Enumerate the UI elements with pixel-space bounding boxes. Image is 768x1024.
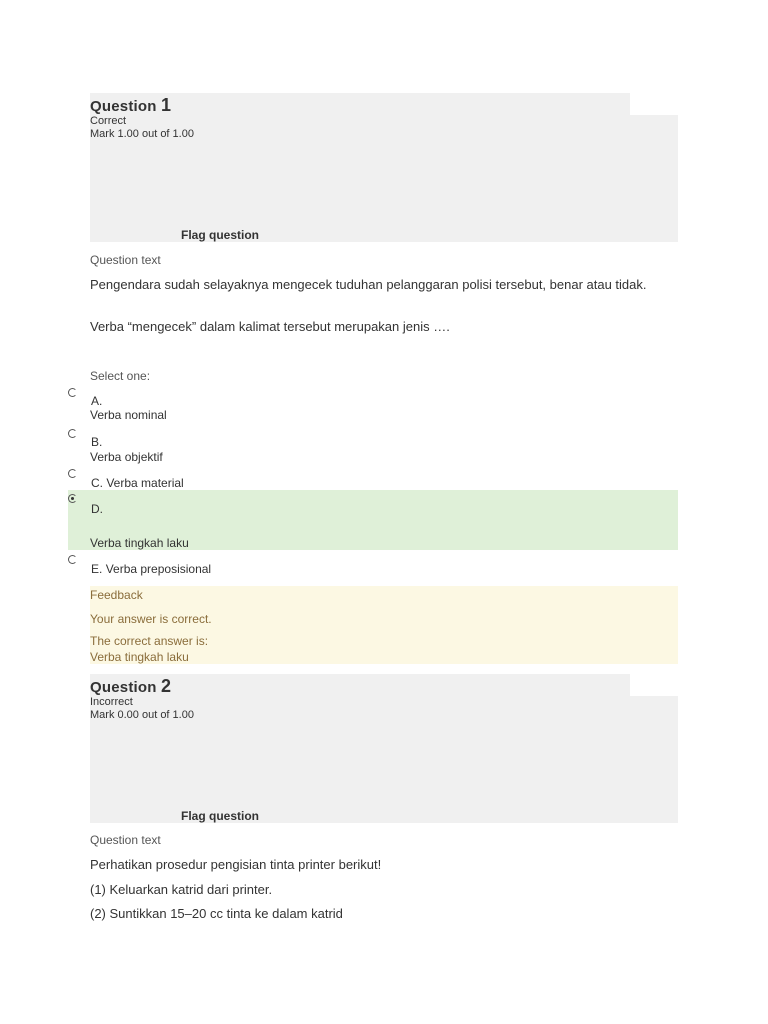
radio-button[interactable] xyxy=(68,388,77,397)
option-text[interactable] xyxy=(91,562,211,576)
option-text[interactable] xyxy=(91,476,184,490)
option-label: Verba material xyxy=(106,476,184,490)
question-text-label: Question text xyxy=(90,253,161,267)
question-number: 2 xyxy=(160,676,172,696)
radio-button[interactable] xyxy=(68,555,77,564)
question-title-word: Question xyxy=(90,679,157,696)
question-text-line: (2) Suntikkan 15–20 cc tinta ke dalam katrid xyxy=(90,906,343,921)
option-text[interactable]: Verba nominal xyxy=(90,408,167,422)
question-title xyxy=(90,95,171,116)
option-letter: C. xyxy=(91,476,103,490)
feedback-heading: Feedback xyxy=(90,588,143,602)
option-letter: D. xyxy=(91,502,103,516)
question-state: Incorrect xyxy=(90,696,133,708)
question-text-line: Perhatikan prosedur pengisian tinta printer berikut! xyxy=(90,857,382,872)
radio-button[interactable] xyxy=(68,469,77,478)
select-one-label: Select one: xyxy=(90,369,151,383)
question-text-line: (1) Keluarkan katrid dari printer. xyxy=(90,882,273,897)
flag-question-link[interactable]: Flag question xyxy=(181,809,259,823)
option-letter: A. xyxy=(91,394,103,408)
question-text-line: Verba “mengecek” dalam kalimat tersebut merupakan jenis …. xyxy=(90,319,450,334)
question-title xyxy=(90,676,171,697)
question-title-word: Question xyxy=(90,98,157,115)
question-state: Correct xyxy=(90,115,127,127)
radio-button-checked[interactable] xyxy=(68,494,77,503)
option-text[interactable]: Verba tingkah laku xyxy=(90,536,189,550)
question-text-line: Pengendara sudah selayaknya mengecek tuduhan pelanggaran polisi tersebut, benar atau tidak. xyxy=(90,277,647,292)
correct-answer-text: Verba tingkah laku xyxy=(90,650,189,664)
question-number: 1 xyxy=(160,95,172,115)
question-text-label: Question text xyxy=(90,833,161,847)
option-text[interactable]: Verba objektif xyxy=(90,450,163,464)
option-label: Verba preposisional xyxy=(105,562,212,576)
feedback-result: Your answer is correct. xyxy=(90,612,212,626)
radio-button[interactable] xyxy=(68,429,77,438)
option-letter: B. xyxy=(91,435,103,449)
question-mark: Mark 1.00 out of 1.00 xyxy=(90,128,194,140)
question-mark: Mark 0.00 out of 1.00 xyxy=(90,709,194,721)
option-letter: E. xyxy=(91,562,103,576)
correct-answer-label: The correct answer is: xyxy=(90,634,209,648)
flag-question-link[interactable]: Flag question xyxy=(181,228,259,242)
